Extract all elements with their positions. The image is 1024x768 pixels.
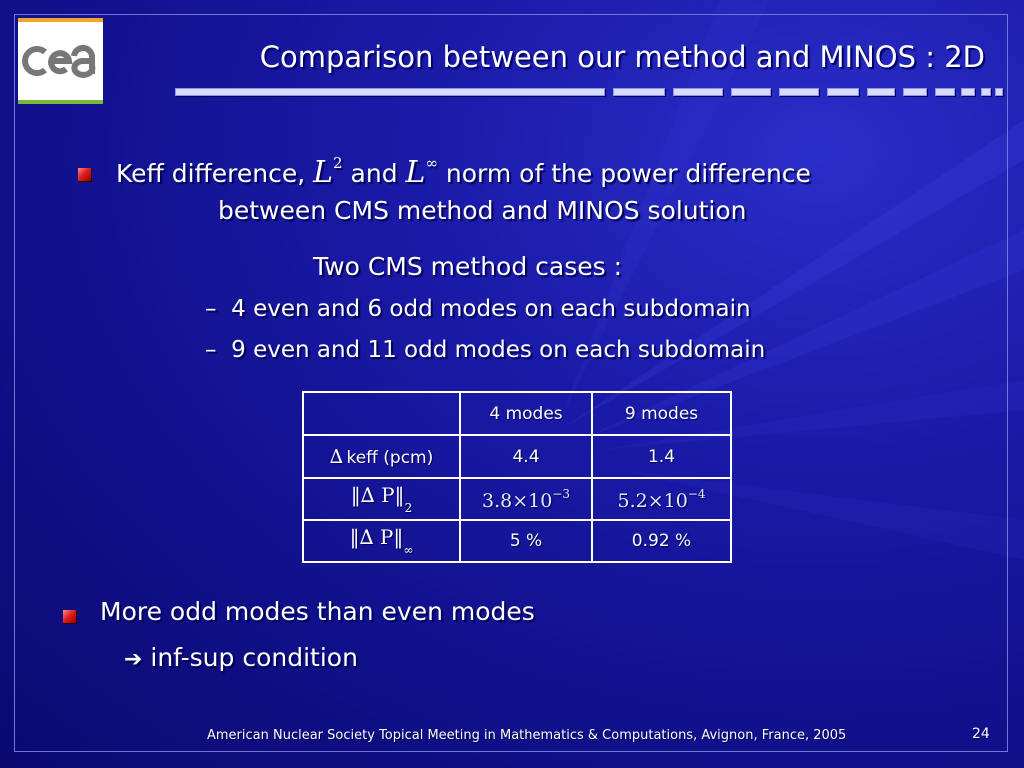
case-text: 9 even and 11 odd modes on each subdomain [231, 337, 766, 363]
table-row-l2-norm [303, 478, 731, 520]
linf-symbol: L∞ [405, 154, 438, 190]
cea-logo [18, 18, 103, 104]
comparison-table [302, 391, 732, 563]
page-number: 24 [972, 726, 990, 742]
cell-linf-4-modes: 5 % [460, 520, 592, 562]
bullet-odd-modes: More odd modes than even modes [100, 597, 535, 626]
inf-sup-text: inf-sup condition [150, 643, 358, 672]
table-row-keff [303, 435, 731, 478]
cell-keff-9-modes: 1.4 [592, 435, 731, 478]
slide-title: Comparison between our method and MINOS : 2D [259, 40, 985, 74]
l2-symbol: $L^2$ [313, 154, 343, 190]
bullet-keff-and: and [350, 159, 398, 188]
bullet-keff-line1 [116, 154, 811, 190]
case-text: 4 even and 6 odd modes on each subdomain [231, 296, 751, 322]
cell-l2-9-modes: $5.2\times 10^{-4}$ [592, 478, 731, 520]
row-label-keff: ∆ keff (pcm) [303, 435, 460, 478]
table-row-linf-norm [303, 520, 731, 562]
case-item [205, 337, 765, 363]
table-header-row [303, 392, 731, 435]
bullet-marker [63, 610, 76, 623]
arrow-icon: ➔ [124, 647, 143, 672]
bullet-keff-line2: between CMS method and MINOS solution [218, 196, 747, 225]
bullet-keff-suffix: norm of the power difference [445, 159, 811, 188]
dash-marker: – [205, 296, 217, 322]
row-label-l2-norm: ‖∆ $P‖_2$ [303, 478, 460, 520]
row-label-linf-norm: ‖∆ $P‖_\infty$ [303, 520, 460, 562]
bullet-marker [78, 168, 91, 181]
cell-l2-4-modes: $3.8\times 10^{-3}$ [460, 478, 592, 520]
inf-sup-line [124, 643, 358, 672]
cases-heading: Two CMS method cases : [313, 252, 623, 281]
cell-keff-4-modes: 4.4 [460, 435, 592, 478]
cell-linf-9-modes: 0.92 % [592, 520, 731, 562]
column-header-4-modes: 4 modes [460, 392, 592, 435]
table-corner-cell [303, 392, 460, 435]
title-underline [175, 88, 1005, 96]
slide-frame [14, 14, 1008, 752]
case-item [205, 296, 751, 322]
column-header-9-modes: 9 modes [592, 392, 731, 435]
footer-citation: American Nuclear Society Topical Meeting in Mathematics & Computations, Avignon, France, 2005 [207, 728, 847, 743]
bullet-keff-prefix: Keff difference, [116, 159, 306, 188]
dash-marker: – [205, 337, 217, 363]
